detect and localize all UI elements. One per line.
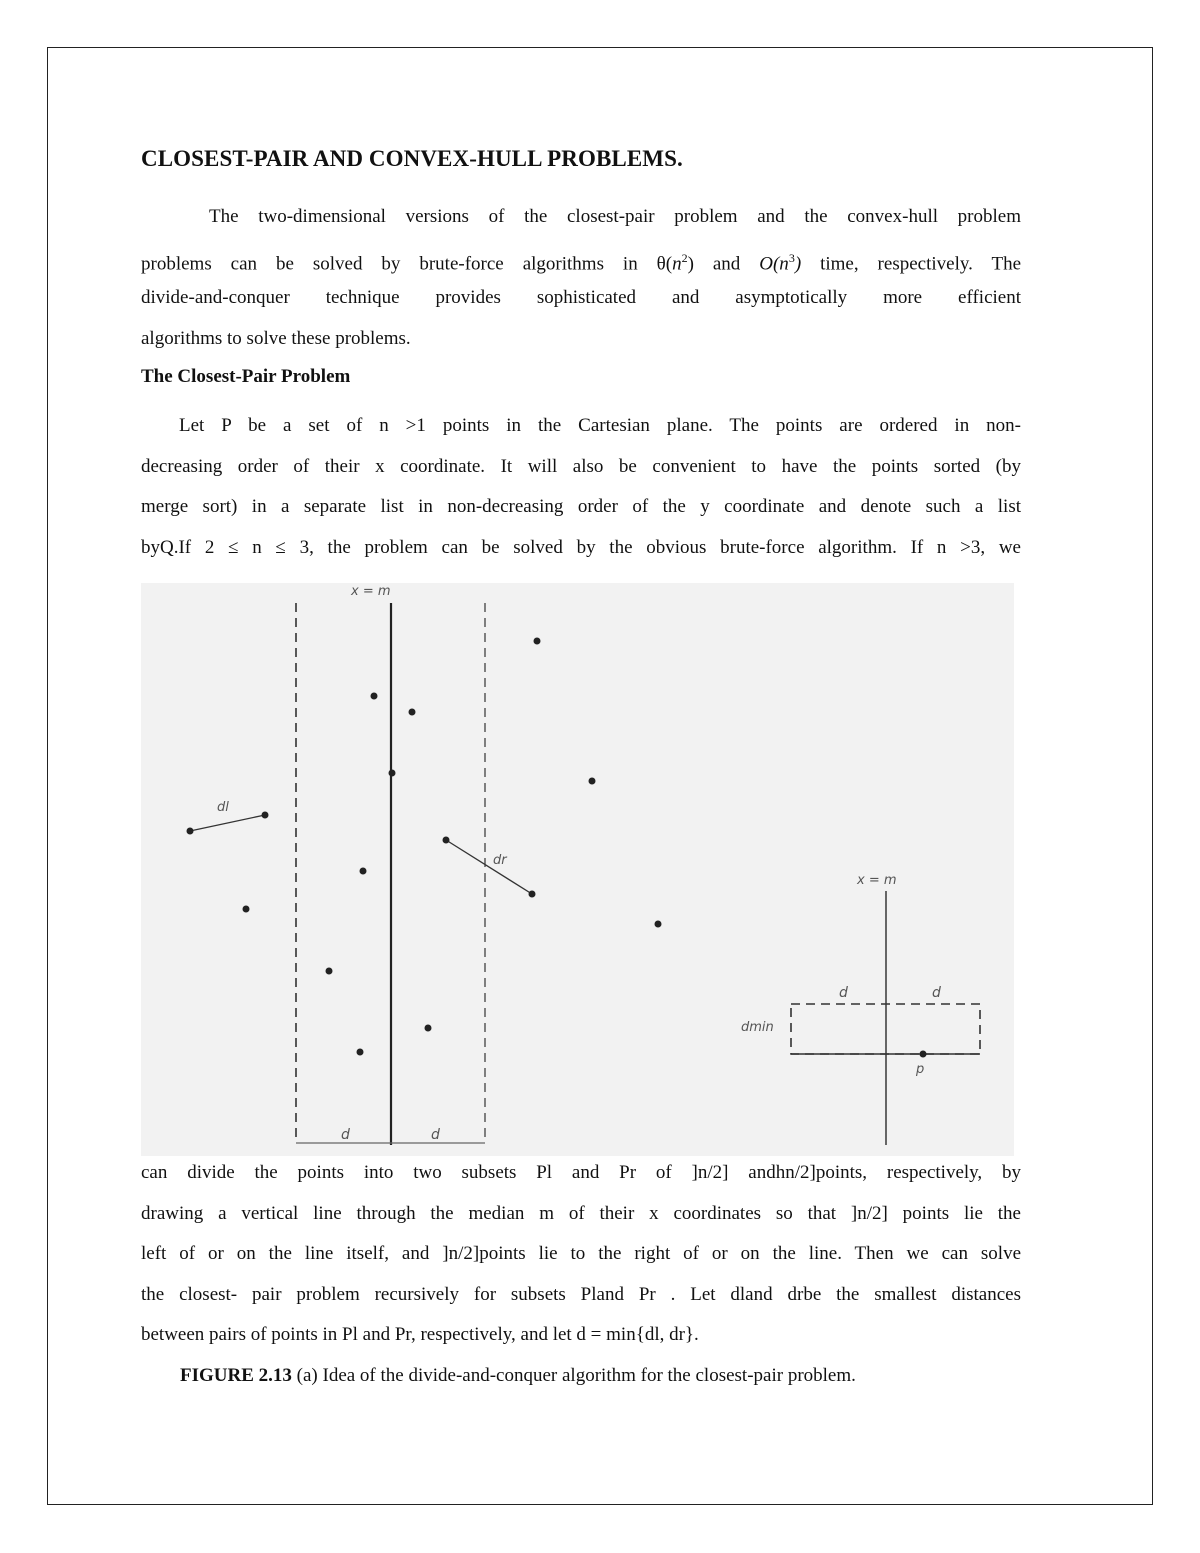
- figure-caption-text: (a) Idea of the divide-and-conquer algorithm for the closest-pair problem.: [291, 1365, 856, 1386]
- cp-line-3: merge sort) in a separate list in non-decreasing order of the y coordinate and denote such a list: [141, 496, 1021, 517]
- label-d-box-right: d: [932, 985, 941, 1001]
- label-d-bottom-left: d: [341, 1127, 350, 1143]
- label-dl: dl: [217, 800, 229, 815]
- label-x-equals-m-right: x = m: [857, 873, 897, 888]
- point: [371, 693, 378, 700]
- point: [589, 778, 596, 785]
- dv-line-3: left of or on the line itself, and ]n/2]points lie to the right of or on the line. Then we can solve: [141, 1243, 1021, 1264]
- segment-dl: [190, 815, 265, 831]
- intro-paragraph: [141, 197, 1021, 359]
- divide-paragraph: [141, 1153, 1021, 1356]
- intro-line-3: divide-and-conquer technique provides sophisticated and asymptotically more efficient: [141, 287, 1021, 308]
- point: [389, 770, 396, 777]
- intro-line-2: problems can be solved by brute-force algorithms in $\theta(n^2)$ and $O(n^3)$ time, respectively. The: [141, 250, 1022, 274]
- point: [262, 812, 269, 819]
- label-dmin: dmin: [741, 1020, 774, 1035]
- point: [360, 868, 367, 875]
- figure-caption-label: FIGURE 2.13: [180, 1365, 292, 1386]
- dv-line-1: can divide the points into two subsets Pl and Pr of ]n/2] andhn/2]points, respectively, by: [141, 1162, 1021, 1183]
- cp-line-4: byQ.If 2 ≤ n ≤ 3, the problem can be solved by the obvious brute-force algorithm. If n >3, we: [141, 536, 1021, 558]
- point: [534, 638, 541, 645]
- point: [326, 968, 333, 975]
- label-dr: dr: [493, 853, 507, 868]
- point: [425, 1025, 432, 1032]
- section-heading: The Closest-Pair Problem: [141, 366, 351, 387]
- dv-line-2: drawing a vertical line through the median m of their x coordinates so that ]n/2] points lie the: [141, 1202, 1021, 1224]
- cp-line-2: decreasing order of their x coordinate. It will also be convenient to have the points sorted (by: [141, 455, 1021, 477]
- figure-caption: [180, 1365, 856, 1387]
- label-p: p: [916, 1062, 925, 1077]
- point: [409, 709, 416, 716]
- label-x-equals-m-left: x = m: [351, 584, 391, 599]
- point: [357, 1049, 364, 1056]
- point: [655, 921, 662, 928]
- points-group: [187, 638, 662, 1056]
- figure-svg: [141, 583, 1014, 1156]
- cp-line-1: Let P be a set of n >1 points in the Cartesian plane. The points are ordered in non-: [179, 415, 1021, 436]
- dv-line-4: the closest- pair problem recursively for subsets Pland Pr . Let dland drbe the smallest distances: [141, 1283, 1021, 1305]
- page-title: CLOSEST-PAIR AND CONVEX-HULL PROBLEMS.: [141, 146, 683, 171]
- dv-line-5: between pairs of points in Pl and Pr, respectively, and let d = min{dl, dr}.: [141, 1324, 699, 1345]
- point-p: [920, 1051, 927, 1058]
- point: [443, 837, 450, 844]
- figure-diagram: [141, 583, 1014, 1156]
- point: [529, 891, 536, 898]
- point: [243, 906, 250, 913]
- point: [187, 828, 194, 835]
- segment-dr: [446, 840, 532, 894]
- closest-pair-paragraph: [141, 406, 1021, 568]
- intro-line-1: The two-dimensional versions of the closest-pair problem and the convex-hull problem: [209, 206, 1021, 227]
- label-d-box-left: d: [839, 985, 848, 1001]
- label-d-bottom-right: d: [431, 1127, 440, 1143]
- intro-line-4: algorithms to solve these problems.: [141, 327, 411, 349]
